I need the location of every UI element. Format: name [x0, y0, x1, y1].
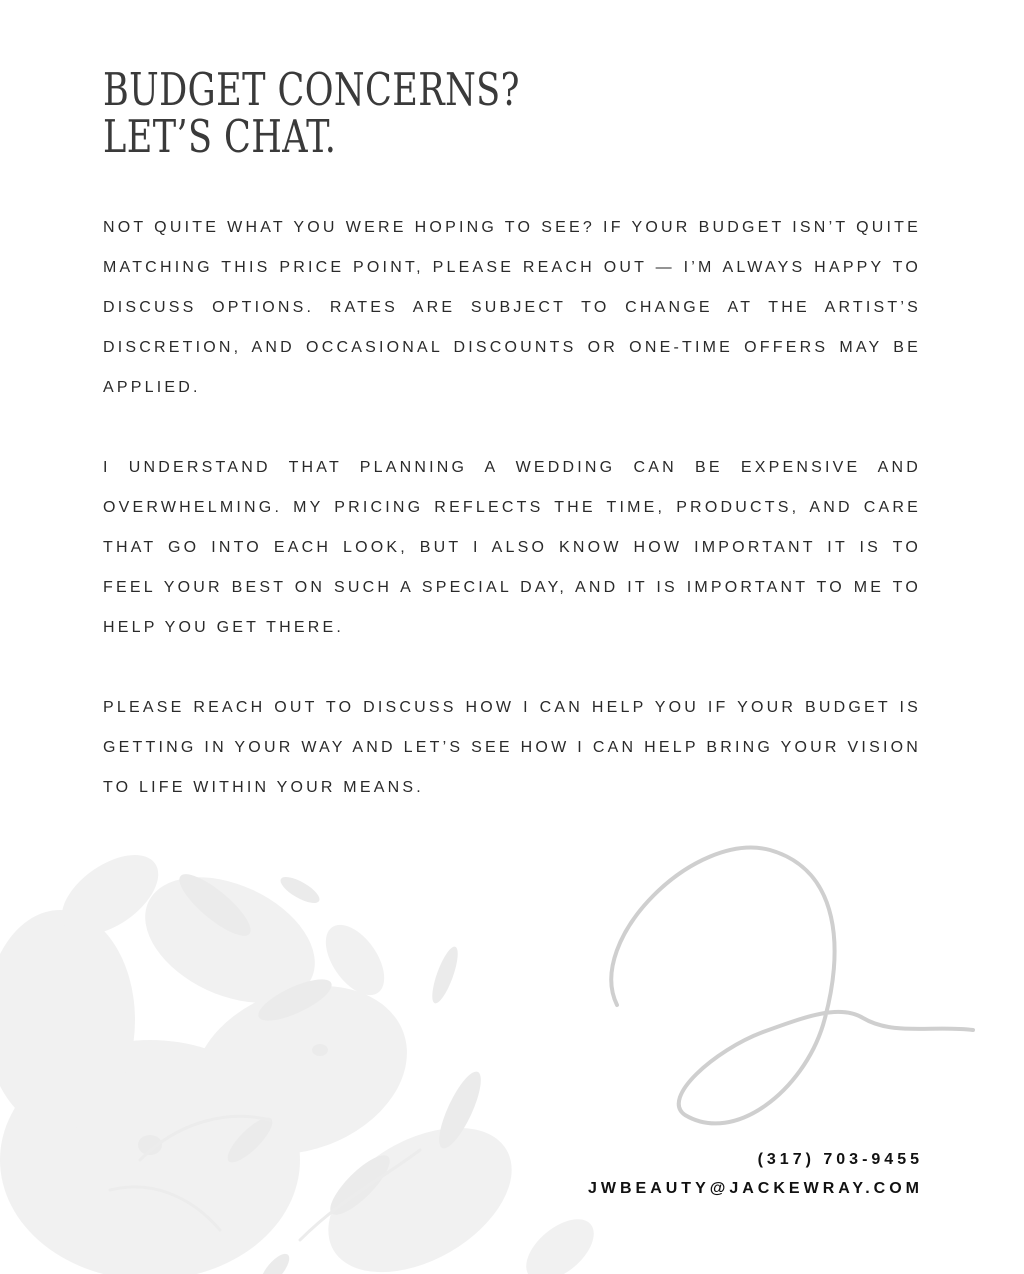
paragraph-pricing-reflection: I UNDERSTAND THAT PLANNING A WEDDING CAN BE EXPENSIVE AND OVERWHELMING. MY PRICING REFLECTS THE TIME, PRODUCTS, AND CARE THAT GO INTO EACH LOOK, BUT I ALSO KNOW HOW IMPORTANT IT IS TO FEEL YOUR BEST ON SUCH A SPECIAL DAY, AND IT IS IMPORTANT TO ME TO HELP YOU GET THERE.: [103, 459, 921, 636]
paragraph-reach-out: PLEASE REACH OUT TO DISCUSS HOW I CAN HELP YOU IF YOUR BUDGET IS GETTING IN YOUR WAY AND LET’S SEE HOW I CAN HELP BRING YOUR VISION TO LIFE WITHIN YOUR MEANS.: [103, 699, 921, 796]
page-title: [103, 63, 520, 163]
title-line-2: LET’S CHAT.: [103, 110, 337, 163]
title-line-1: BUDGET CONCERNS?: [103, 63, 520, 116]
phone-number[interactable]: (317) 703-9455: [757, 1151, 923, 1168]
paragraph-budget-options: NOT QUITE WHAT YOU WERE HOPING TO SEE? IF YOUR BUDGET ISN’T QUITE MATCHING THIS PRICE POINT, PLEASE REACH OUT — I’M ALWAYS HAPPY TO DISCUSS OPTIONS. RATES ARE SUBJECT TO CHANGE AT THE ARTIST’S DISCRETION, AND OCCASIONAL DISCOUNTS OR ONE-TIME OFFERS MAY BE APPLIED.: [103, 219, 921, 396]
email-address[interactable]: JWBEAUTY@JACKEWRAY.COM: [587, 1180, 923, 1197]
jw-monogram-signature-icon: [585, 820, 985, 1140]
contact-block: [588, 1145, 923, 1203]
body-copy: [103, 208, 921, 848]
